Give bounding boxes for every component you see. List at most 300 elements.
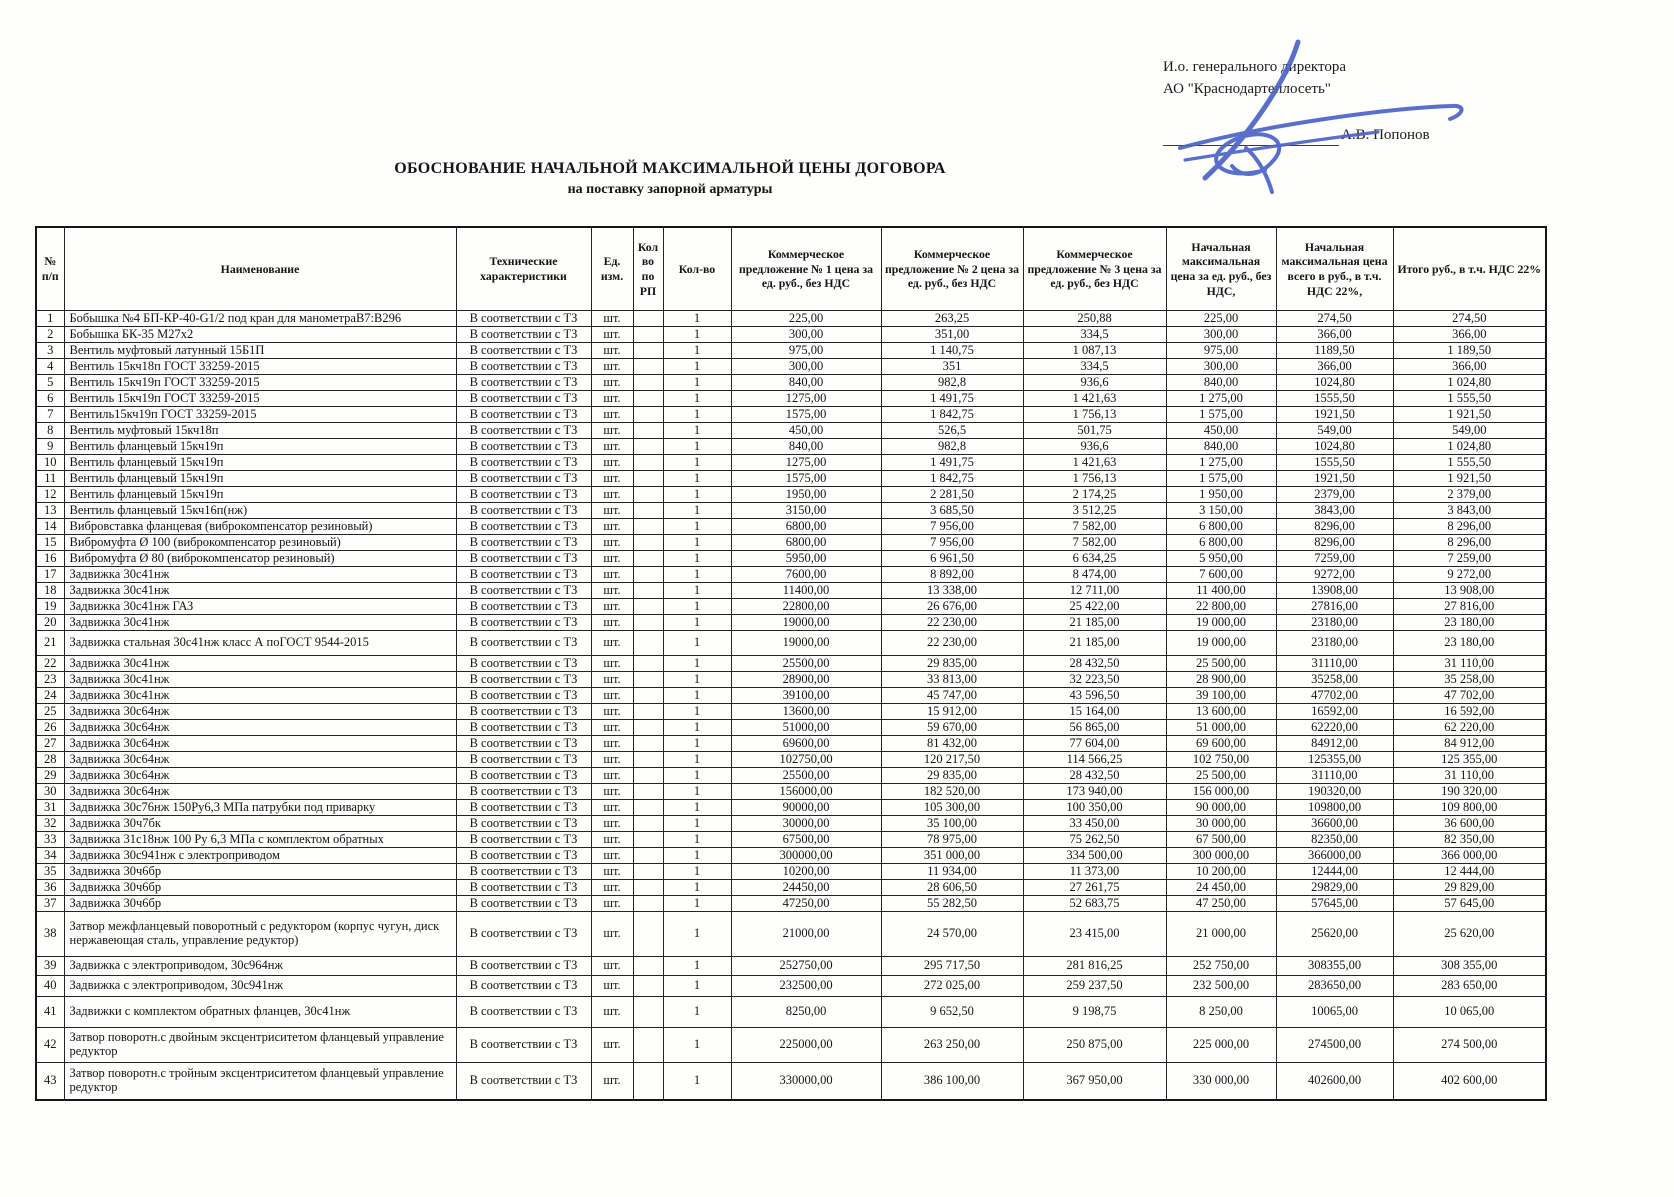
cell-total-price: 274 500,00 bbox=[1393, 1028, 1546, 1063]
table-row bbox=[36, 487, 1546, 503]
cell-nmc-unit-price: 840,00 bbox=[1166, 439, 1276, 455]
cell-offer3-price: 8 474,00 bbox=[1023, 567, 1166, 583]
cell-item-name: Задвижка 30с41нж bbox=[64, 656, 456, 672]
cell-qty-rp bbox=[633, 800, 663, 816]
cell-offer1-price: 300000,00 bbox=[731, 848, 881, 864]
table-row bbox=[36, 912, 1546, 957]
cell-qty-rp bbox=[633, 327, 663, 343]
cell-offer2-price: 11 934,00 bbox=[881, 864, 1023, 880]
cell-unit: шт. bbox=[591, 311, 633, 327]
cell-item-name: Задвижка 30ч6бр bbox=[64, 896, 456, 912]
cell-item-name: Вентиль фланцевый 15кч19п bbox=[64, 439, 456, 455]
cell-offer3-price: 77 604,00 bbox=[1023, 736, 1166, 752]
cell-qty: 1 bbox=[663, 736, 731, 752]
cell-total-price: 1 189,50 bbox=[1393, 343, 1546, 359]
cell-offer1-price: 840,00 bbox=[731, 439, 881, 455]
cell-offer3-price: 23 415,00 bbox=[1023, 912, 1166, 957]
cell-qty: 1 bbox=[663, 832, 731, 848]
table-row bbox=[36, 615, 1546, 631]
cell-nmc-total-price: 8296,00 bbox=[1276, 519, 1393, 535]
cell-item-name: Вентиль муфтовый 15кч18п bbox=[64, 423, 456, 439]
cell-offer1-price: 975,00 bbox=[731, 343, 881, 359]
cell-offer2-price: 351 000,00 bbox=[881, 848, 1023, 864]
header-nmc-unit: Начальная максимальная цена за ед. руб., без НДС, bbox=[1166, 227, 1276, 311]
cell-offer2-price: 45 747,00 bbox=[881, 688, 1023, 704]
cell-nmc-total-price: 7259,00 bbox=[1276, 551, 1393, 567]
cell-qty-rp bbox=[633, 848, 663, 864]
cell-row-number: 2 bbox=[36, 327, 64, 343]
pricing-table bbox=[35, 226, 1547, 1101]
cell-nmc-unit-price: 1 575,00 bbox=[1166, 407, 1276, 423]
cell-qty-rp bbox=[633, 455, 663, 471]
header-qty: Кол-во bbox=[663, 227, 731, 311]
cell-total-price: 549,00 bbox=[1393, 423, 1546, 439]
table-row bbox=[36, 704, 1546, 720]
table-row bbox=[36, 311, 1546, 327]
cell-tech-spec: В соответствии с ТЗ bbox=[456, 656, 591, 672]
cell-qty-rp bbox=[633, 423, 663, 439]
cell-nmc-total-price: 1024,80 bbox=[1276, 375, 1393, 391]
cell-qty-rp bbox=[633, 375, 663, 391]
cell-qty: 1 bbox=[663, 503, 731, 519]
signatory-name: А.В. Попонов bbox=[1341, 126, 1430, 143]
cell-item-name: Вентиль 15кч18п ГОСТ 33259-2015 bbox=[64, 359, 456, 375]
cell-qty: 1 bbox=[663, 957, 731, 976]
cell-qty-rp bbox=[633, 768, 663, 784]
cell-offer1-price: 450,00 bbox=[731, 423, 881, 439]
cell-offer3-price: 1 756,13 bbox=[1023, 471, 1166, 487]
cell-offer2-price: 29 835,00 bbox=[881, 656, 1023, 672]
table-row bbox=[36, 832, 1546, 848]
cell-offer2-price: 7 956,00 bbox=[881, 519, 1023, 535]
cell-offer3-price: 28 432,50 bbox=[1023, 768, 1166, 784]
cell-offer2-price: 9 652,50 bbox=[881, 997, 1023, 1028]
cell-row-number: 42 bbox=[36, 1028, 64, 1063]
cell-tech-spec: В соответствии с ТЗ bbox=[456, 912, 591, 957]
cell-qty-rp bbox=[633, 311, 663, 327]
cell-row-number: 25 bbox=[36, 704, 64, 720]
cell-item-name: Вентиль 15кч19п ГОСТ 33259-2015 bbox=[64, 375, 456, 391]
cell-offer1-price: 24450,00 bbox=[731, 880, 881, 896]
cell-total-price: 308 355,00 bbox=[1393, 957, 1546, 976]
cell-row-number: 18 bbox=[36, 583, 64, 599]
cell-nmc-unit-price: 25 500,00 bbox=[1166, 768, 1276, 784]
cell-nmc-total-price: 1189,50 bbox=[1276, 343, 1393, 359]
cell-total-price: 1 921,50 bbox=[1393, 407, 1546, 423]
cell-nmc-total-price: 274500,00 bbox=[1276, 1028, 1393, 1063]
cell-nmc-total-price: 1555,50 bbox=[1276, 391, 1393, 407]
cell-nmc-unit-price: 1 275,00 bbox=[1166, 391, 1276, 407]
cell-nmc-total-price: 1921,50 bbox=[1276, 407, 1393, 423]
cell-offer2-price: 81 432,00 bbox=[881, 736, 1023, 752]
cell-nmc-unit-price: 252 750,00 bbox=[1166, 957, 1276, 976]
cell-nmc-total-price: 8296,00 bbox=[1276, 535, 1393, 551]
header-offer2: Коммерческое предложение № 2 цена за ед. руб., без НДС bbox=[881, 227, 1023, 311]
cell-qty-rp bbox=[633, 864, 663, 880]
cell-qty-rp bbox=[633, 391, 663, 407]
table-row bbox=[36, 407, 1546, 423]
cell-tech-spec: В соответствии с ТЗ bbox=[456, 391, 591, 407]
cell-offer1-price: 10200,00 bbox=[731, 864, 881, 880]
cell-nmc-total-price: 10065,00 bbox=[1276, 997, 1393, 1028]
cell-offer3-price: 334,5 bbox=[1023, 327, 1166, 343]
cell-offer3-price: 32 223,50 bbox=[1023, 672, 1166, 688]
cell-qty: 1 bbox=[663, 615, 731, 631]
cell-row-number: 41 bbox=[36, 997, 64, 1028]
cell-unit: шт. bbox=[591, 880, 633, 896]
cell-offer1-price: 225,00 bbox=[731, 311, 881, 327]
cell-tech-spec: В соответствии с ТЗ bbox=[456, 471, 591, 487]
cell-nmc-unit-price: 90 000,00 bbox=[1166, 800, 1276, 816]
cell-total-price: 190 320,00 bbox=[1393, 784, 1546, 800]
cell-row-number: 7 bbox=[36, 407, 64, 423]
cell-qty-rp bbox=[633, 688, 663, 704]
cell-unit: шт. bbox=[591, 567, 633, 583]
signature-block bbox=[1163, 57, 1493, 146]
cell-unit: шт. bbox=[591, 656, 633, 672]
cell-qty: 1 bbox=[663, 407, 731, 423]
cell-offer1-price: 7600,00 bbox=[731, 567, 881, 583]
cell-nmc-unit-price: 19 000,00 bbox=[1166, 631, 1276, 656]
cell-row-number: 12 bbox=[36, 487, 64, 503]
cell-nmc-total-price: 47702,00 bbox=[1276, 688, 1393, 704]
cell-qty: 1 bbox=[663, 583, 731, 599]
cell-total-price: 7 259,00 bbox=[1393, 551, 1546, 567]
cell-qty: 1 bbox=[663, 768, 731, 784]
cell-nmc-unit-price: 24 450,00 bbox=[1166, 880, 1276, 896]
cell-unit: шт. bbox=[591, 832, 633, 848]
cell-nmc-total-price: 23180,00 bbox=[1276, 615, 1393, 631]
cell-qty-rp bbox=[633, 519, 663, 535]
cell-qty-rp bbox=[633, 631, 663, 656]
cell-tech-spec: В соответствии с ТЗ bbox=[456, 551, 591, 567]
cell-offer3-price: 11 373,00 bbox=[1023, 864, 1166, 880]
cell-item-name: Вентиль фланцевый 15кч16п(нж) bbox=[64, 503, 456, 519]
cell-total-price: 1 555,50 bbox=[1393, 391, 1546, 407]
cell-total-price: 16 592,00 bbox=[1393, 704, 1546, 720]
cell-qty: 1 bbox=[663, 864, 731, 880]
table-row bbox=[36, 631, 1546, 656]
cell-offer3-price: 501,75 bbox=[1023, 423, 1166, 439]
cell-qty-rp bbox=[633, 583, 663, 599]
cell-row-number: 3 bbox=[36, 343, 64, 359]
cell-total-price: 366 000,00 bbox=[1393, 848, 1546, 864]
cell-nmc-unit-price: 21 000,00 bbox=[1166, 912, 1276, 957]
cell-item-name: Задвижка стальная 30с41нж класс А поГОСТ 9544-2015 bbox=[64, 631, 456, 656]
cell-row-number: 14 bbox=[36, 519, 64, 535]
cell-qty: 1 bbox=[663, 343, 731, 359]
cell-offer2-price: 29 835,00 bbox=[881, 768, 1023, 784]
cell-offer2-price: 7 956,00 bbox=[881, 535, 1023, 551]
page-subtitle: на поставку запорной арматуры bbox=[567, 182, 773, 197]
cell-tech-spec: В соответствии с ТЗ bbox=[456, 704, 591, 720]
cell-tech-spec: В соответствии с ТЗ bbox=[456, 407, 591, 423]
cell-qty: 1 bbox=[663, 359, 731, 375]
cell-row-number: 27 bbox=[36, 736, 64, 752]
cell-qty-rp bbox=[633, 752, 663, 768]
cell-total-price: 8 296,00 bbox=[1393, 519, 1546, 535]
cell-tech-spec: В соответствии с ТЗ bbox=[456, 439, 591, 455]
cell-row-number: 4 bbox=[36, 359, 64, 375]
cell-row-number: 6 bbox=[36, 391, 64, 407]
cell-offer2-price: 13 338,00 bbox=[881, 583, 1023, 599]
cell-tech-spec: В соответствии с ТЗ bbox=[456, 864, 591, 880]
cell-nmc-total-price: 12444,00 bbox=[1276, 864, 1393, 880]
cell-offer2-price: 28 606,50 bbox=[881, 880, 1023, 896]
cell-tech-spec: В соответствии с ТЗ bbox=[456, 752, 591, 768]
cell-qty-rp bbox=[633, 503, 663, 519]
cell-offer2-price: 59 670,00 bbox=[881, 720, 1023, 736]
header-num: № п/п bbox=[36, 227, 64, 311]
header-row bbox=[36, 227, 1546, 311]
table-header bbox=[36, 227, 1546, 311]
cell-offer3-price: 1 421,63 bbox=[1023, 391, 1166, 407]
cell-tech-spec: В соответствии с ТЗ bbox=[456, 583, 591, 599]
cell-item-name: Затвор поворотн.с тройным эксцентриситетом фланцевый управление редуктор bbox=[64, 1063, 456, 1101]
cell-nmc-total-price: 3843,00 bbox=[1276, 503, 1393, 519]
cell-qty: 1 bbox=[663, 912, 731, 957]
cell-offer2-price: 55 282,50 bbox=[881, 896, 1023, 912]
cell-offer1-price: 300,00 bbox=[731, 327, 881, 343]
cell-qty-rp bbox=[633, 672, 663, 688]
cell-offer1-price: 5950,00 bbox=[731, 551, 881, 567]
table-row bbox=[36, 519, 1546, 535]
cell-total-price: 62 220,00 bbox=[1393, 720, 1546, 736]
cell-nmc-unit-price: 300,00 bbox=[1166, 359, 1276, 375]
cell-unit: шт. bbox=[591, 327, 633, 343]
cell-row-number: 10 bbox=[36, 455, 64, 471]
cell-offer3-price: 3 512,25 bbox=[1023, 503, 1166, 519]
cell-offer1-price: 51000,00 bbox=[731, 720, 881, 736]
cell-offer1-price: 3150,00 bbox=[731, 503, 881, 519]
cell-offer1-price: 28900,00 bbox=[731, 672, 881, 688]
cell-nmc-unit-price: 330 000,00 bbox=[1166, 1063, 1276, 1101]
cell-total-price: 23 180,00 bbox=[1393, 631, 1546, 656]
cell-offer1-price: 69600,00 bbox=[731, 736, 881, 752]
cell-unit: шт. bbox=[591, 519, 633, 535]
cell-qty: 1 bbox=[663, 997, 731, 1028]
cell-qty: 1 bbox=[663, 672, 731, 688]
cell-unit: шт. bbox=[591, 864, 633, 880]
cell-qty-rp bbox=[633, 704, 663, 720]
cell-total-price: 283 650,00 bbox=[1393, 976, 1546, 997]
cell-qty: 1 bbox=[663, 471, 731, 487]
cell-tech-spec: В соответствии с ТЗ bbox=[456, 832, 591, 848]
cell-qty: 1 bbox=[663, 375, 731, 391]
cell-offer3-price: 334 500,00 bbox=[1023, 848, 1166, 864]
table-row bbox=[36, 864, 1546, 880]
cell-nmc-unit-price: 450,00 bbox=[1166, 423, 1276, 439]
cell-total-price: 1 024,80 bbox=[1393, 439, 1546, 455]
cell-qty: 1 bbox=[663, 816, 731, 832]
cell-item-name: Задвижка 30ч6бр bbox=[64, 864, 456, 880]
cell-qty-rp bbox=[633, 997, 663, 1028]
cell-offer1-price: 102750,00 bbox=[731, 752, 881, 768]
cell-offer2-price: 22 230,00 bbox=[881, 615, 1023, 631]
cell-offer1-price: 47250,00 bbox=[731, 896, 881, 912]
cell-offer2-price: 1 491,75 bbox=[881, 455, 1023, 471]
cell-qty: 1 bbox=[663, 704, 731, 720]
cell-row-number: 21 bbox=[36, 631, 64, 656]
cell-nmc-unit-price: 1 950,00 bbox=[1166, 487, 1276, 503]
cell-item-name: Вентиль 15кч19п ГОСТ 33259-2015 bbox=[64, 391, 456, 407]
cell-offer3-price: 334,5 bbox=[1023, 359, 1166, 375]
cell-total-price: 84 912,00 bbox=[1393, 736, 1546, 752]
cell-nmc-total-price: 274,50 bbox=[1276, 311, 1393, 327]
cell-offer1-price: 300,00 bbox=[731, 359, 881, 375]
cell-nmc-total-price: 35258,00 bbox=[1276, 672, 1393, 688]
header-name: Наименование bbox=[64, 227, 456, 311]
cell-nmc-unit-price: 1 575,00 bbox=[1166, 471, 1276, 487]
signatory-position: И.о. генерального директора bbox=[1163, 59, 1346, 75]
cell-offer1-price: 19000,00 bbox=[731, 631, 881, 656]
cell-row-number: 36 bbox=[36, 880, 64, 896]
cell-qty: 1 bbox=[663, 880, 731, 896]
cell-row-number: 31 bbox=[36, 800, 64, 816]
cell-nmc-unit-price: 11 400,00 bbox=[1166, 583, 1276, 599]
cell-tech-spec: В соответствии с ТЗ bbox=[456, 1028, 591, 1063]
table-body bbox=[36, 311, 1546, 1101]
cell-qty: 1 bbox=[663, 631, 731, 656]
cell-nmc-unit-price: 51 000,00 bbox=[1166, 720, 1276, 736]
cell-qty-rp bbox=[633, 343, 663, 359]
cell-offer2-price: 6 961,50 bbox=[881, 551, 1023, 567]
cell-item-name: Задвижка 30с41нж ГАЗ bbox=[64, 599, 456, 615]
cell-unit: шт. bbox=[591, 976, 633, 997]
table-row bbox=[36, 583, 1546, 599]
cell-offer3-price: 1 421,63 bbox=[1023, 455, 1166, 471]
cell-tech-spec: В соответствии с ТЗ bbox=[456, 631, 591, 656]
cell-nmc-total-price: 1555,50 bbox=[1276, 455, 1393, 471]
cell-row-number: 11 bbox=[36, 471, 64, 487]
cell-nmc-total-price: 125355,00 bbox=[1276, 752, 1393, 768]
table-row bbox=[36, 599, 1546, 615]
cell-offer2-price: 295 717,50 bbox=[881, 957, 1023, 976]
cell-qty: 1 bbox=[663, 720, 731, 736]
cell-offer2-price: 351 bbox=[881, 359, 1023, 375]
cell-nmc-unit-price: 69 600,00 bbox=[1166, 736, 1276, 752]
cell-unit: шт. bbox=[591, 720, 633, 736]
cell-qty: 1 bbox=[663, 848, 731, 864]
cell-nmc-unit-price: 25 500,00 bbox=[1166, 656, 1276, 672]
cell-offer2-price: 263 250,00 bbox=[881, 1028, 1023, 1063]
cell-item-name: Задвижка 31с18нж 100 Ру 6,3 МПа с комплектом обратных bbox=[64, 832, 456, 848]
cell-offer3-price: 100 350,00 bbox=[1023, 800, 1166, 816]
cell-row-number: 22 bbox=[36, 656, 64, 672]
cell-qty-rp bbox=[633, 615, 663, 631]
cell-row-number: 16 bbox=[36, 551, 64, 567]
cell-total-price: 274,50 bbox=[1393, 311, 1546, 327]
cell-offer1-price: 22800,00 bbox=[731, 599, 881, 615]
cell-total-price: 31 110,00 bbox=[1393, 656, 1546, 672]
cell-offer1-price: 156000,00 bbox=[731, 784, 881, 800]
cell-offer1-price: 8250,00 bbox=[731, 997, 881, 1028]
cell-nmc-unit-price: 300,00 bbox=[1166, 327, 1276, 343]
cell-total-price: 366,00 bbox=[1393, 327, 1546, 343]
cell-offer1-price: 225000,00 bbox=[731, 1028, 881, 1063]
cell-offer1-price: 1575,00 bbox=[731, 407, 881, 423]
cell-unit: шт. bbox=[591, 391, 633, 407]
cell-item-name: Затвор поворотн.с двойным эксцентриситетом фланцевый управление редуктор bbox=[64, 1028, 456, 1063]
cell-unit: шт. bbox=[591, 688, 633, 704]
cell-offer2-price: 272 025,00 bbox=[881, 976, 1023, 997]
cell-total-price: 27 816,00 bbox=[1393, 599, 1546, 615]
cell-nmc-unit-price: 3 150,00 bbox=[1166, 503, 1276, 519]
table-row bbox=[36, 1028, 1546, 1063]
cell-item-name: Задвижка с электроприводом, 30с964нж bbox=[64, 957, 456, 976]
cell-offer1-price: 25500,00 bbox=[731, 768, 881, 784]
cell-qty-rp bbox=[633, 535, 663, 551]
cell-tech-spec: В соответствии с ТЗ bbox=[456, 423, 591, 439]
table-row bbox=[36, 957, 1546, 976]
cell-offer3-price: 1 087,13 bbox=[1023, 343, 1166, 359]
cell-nmc-unit-price: 156 000,00 bbox=[1166, 784, 1276, 800]
cell-tech-spec: В соответствии с ТЗ bbox=[456, 487, 591, 503]
cell-offer2-price: 526,5 bbox=[881, 423, 1023, 439]
cell-offer2-price: 263,25 bbox=[881, 311, 1023, 327]
cell-unit: шт. bbox=[591, 471, 633, 487]
cell-offer3-price: 25 422,00 bbox=[1023, 599, 1166, 615]
table-row bbox=[36, 391, 1546, 407]
cell-offer2-price: 120 217,50 bbox=[881, 752, 1023, 768]
cell-unit: шт. bbox=[591, 816, 633, 832]
cell-unit: шт. bbox=[591, 487, 633, 503]
cell-offer1-price: 232500,00 bbox=[731, 976, 881, 997]
cell-item-name: Вибромуфта Ø 100 (виброкомпенсатор резиновый) bbox=[64, 535, 456, 551]
cell-nmc-total-price: 16592,00 bbox=[1276, 704, 1393, 720]
cell-unit: шт. bbox=[591, 957, 633, 976]
cell-offer1-price: 90000,00 bbox=[731, 800, 881, 816]
cell-unit: шт. bbox=[591, 423, 633, 439]
table-row bbox=[36, 752, 1546, 768]
cell-offer2-price: 2 281,50 bbox=[881, 487, 1023, 503]
cell-nmc-total-price: 84912,00 bbox=[1276, 736, 1393, 752]
cell-unit: шт. bbox=[591, 503, 633, 519]
cell-nmc-unit-price: 102 750,00 bbox=[1166, 752, 1276, 768]
cell-row-number: 39 bbox=[36, 957, 64, 976]
cell-tech-spec: В соответствии с ТЗ bbox=[456, 997, 591, 1028]
cell-item-name: Задвижка 30с41нж bbox=[64, 567, 456, 583]
table-row bbox=[36, 768, 1546, 784]
cell-offer3-price: 2 174,25 bbox=[1023, 487, 1166, 503]
cell-qty: 1 bbox=[663, 1028, 731, 1063]
cell-tech-spec: В соответствии с ТЗ bbox=[456, 1063, 591, 1101]
cell-offer1-price: 6800,00 bbox=[731, 519, 881, 535]
cell-item-name: Задвижка 30с41нж bbox=[64, 672, 456, 688]
cell-nmc-unit-price: 5 950,00 bbox=[1166, 551, 1276, 567]
cell-item-name: Вентиль фланцевый 15кч19п bbox=[64, 455, 456, 471]
cell-row-number: 37 bbox=[36, 896, 64, 912]
cell-offer2-price: 33 813,00 bbox=[881, 672, 1023, 688]
table-row bbox=[36, 551, 1546, 567]
table-row bbox=[36, 1063, 1546, 1101]
cell-nmc-unit-price: 840,00 bbox=[1166, 375, 1276, 391]
cell-nmc-unit-price: 6 800,00 bbox=[1166, 535, 1276, 551]
cell-offer2-price: 35 100,00 bbox=[881, 816, 1023, 832]
cell-nmc-total-price: 82350,00 bbox=[1276, 832, 1393, 848]
cell-row-number: 32 bbox=[36, 816, 64, 832]
cell-total-price: 35 258,00 bbox=[1393, 672, 1546, 688]
cell-item-name: Вентиль фланцевый 15кч19п bbox=[64, 487, 456, 503]
cell-nmc-total-price: 366,00 bbox=[1276, 359, 1393, 375]
cell-row-number: 20 bbox=[36, 615, 64, 631]
cell-offer2-price: 1 491,75 bbox=[881, 391, 1023, 407]
signature-underline bbox=[1163, 130, 1339, 146]
cell-offer3-price: 173 940,00 bbox=[1023, 784, 1166, 800]
cell-tech-spec: В соответствии с ТЗ bbox=[456, 688, 591, 704]
cell-row-number: 26 bbox=[36, 720, 64, 736]
table-row bbox=[36, 455, 1546, 471]
